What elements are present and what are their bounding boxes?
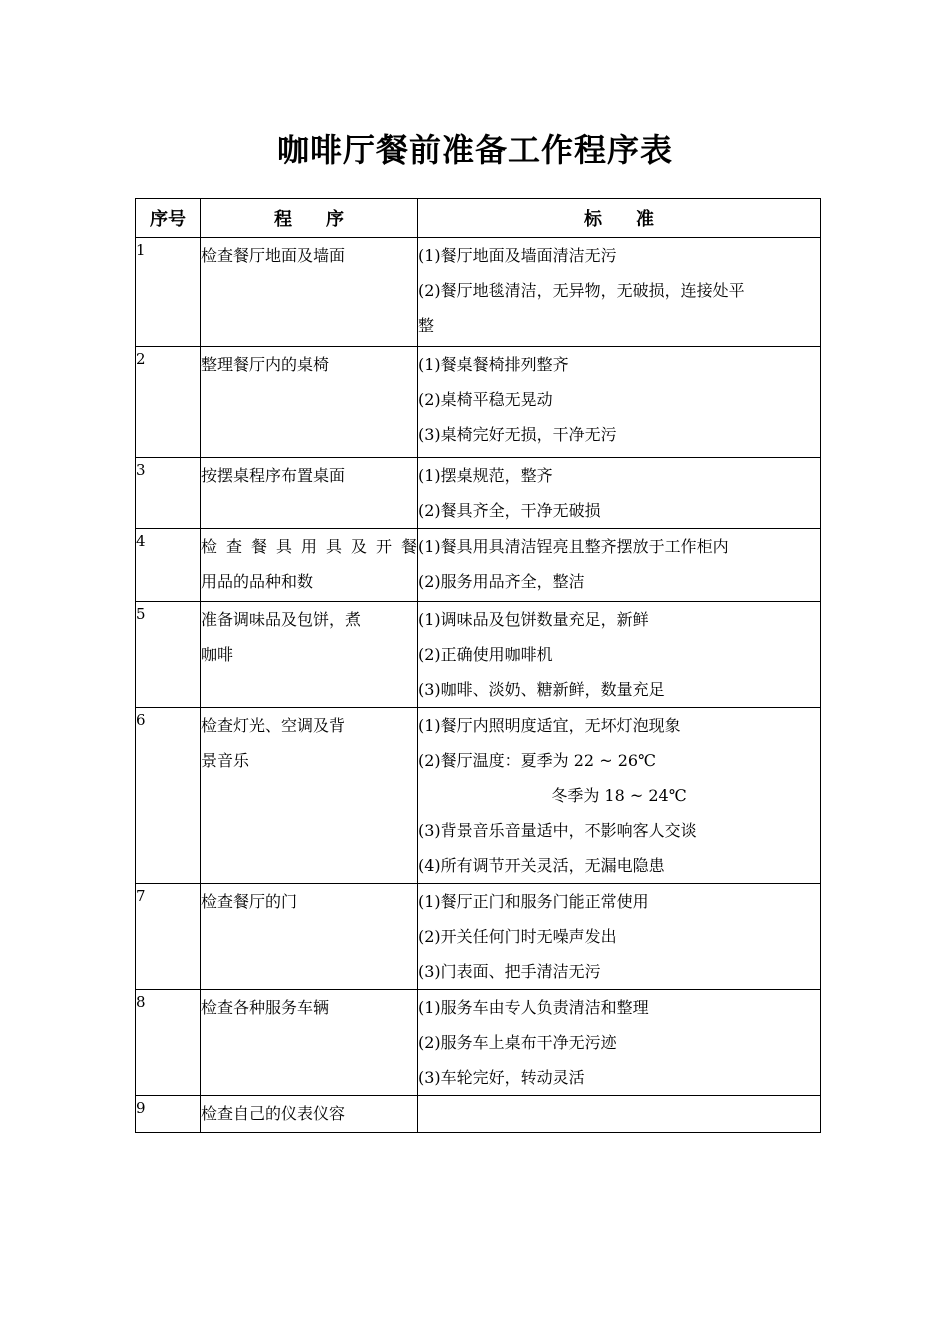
row-step [201, 347, 418, 458]
row-step [201, 1096, 418, 1133]
standard-line: (1)餐桌餐椅排列整齐 [418, 355, 569, 374]
step-line: 检查灯光、空调及背 [201, 716, 346, 735]
header-seq: 序号 [136, 199, 201, 238]
table-row [136, 602, 821, 708]
row-step [201, 238, 418, 347]
standard-line: (3)门表面、把手清洁无污 [418, 962, 601, 981]
standard-line: 整 [418, 316, 435, 335]
standard-line: (3)背景音乐音量适中，不影响客人交谈 [418, 821, 697, 840]
table-row [136, 458, 821, 529]
row-seq: 1 [136, 238, 201, 347]
standard-line: (1)摆桌规范，整齐 [418, 466, 553, 485]
row-standard [418, 1096, 821, 1133]
row-standard [418, 884, 821, 990]
standard-line: (1)餐厅正门和服务门能正常使用 [418, 892, 649, 911]
step-line: 整理餐厅内的桌椅 [201, 355, 330, 374]
row-standard [418, 990, 821, 1096]
step-line: 检查餐厅地面及墙面 [201, 246, 346, 265]
step-line: 用品的品种和数 [201, 572, 314, 591]
table-row [136, 708, 821, 884]
standard-line: (1)服务车由专人负责清洁和整理 [418, 998, 649, 1017]
table-row [136, 238, 821, 347]
row-standard [418, 602, 821, 708]
standard-line: (3)咖啡、淡奶、糖新鲜，数量充足 [418, 680, 665, 699]
standard-line: (1)餐厅内照明度适宜，无坏灯泡现象 [418, 716, 681, 735]
row-standard [418, 347, 821, 458]
standard-line: (4)所有调节开关灵活，无漏电隐患 [418, 856, 665, 875]
header-procedure [201, 199, 418, 238]
header-procedure-a: 程 [274, 209, 292, 230]
row-seq: 9 [136, 1096, 201, 1133]
row-seq: 3 [136, 458, 201, 529]
standard-line: (2)餐具齐全，干净无破损 [418, 501, 601, 520]
row-standard [418, 238, 821, 347]
step-line: 按摆桌程序布置桌面 [201, 466, 346, 485]
standard-line: (2)餐厅地毯清洁，无异物，无破损，连接处平 [418, 281, 745, 300]
standard-line: (2)餐厅温度：夏季为 22 ~ 26℃ [418, 751, 656, 770]
standard-line: (2)桌椅平稳无晃动 [418, 390, 553, 409]
table-header-row [136, 199, 821, 238]
standard-line: (3)桌椅完好无损，干净无污 [418, 425, 617, 444]
row-step [201, 529, 418, 602]
header-standard-b: 准 [636, 209, 654, 230]
row-standard [418, 529, 821, 602]
table-row [136, 1096, 821, 1133]
row-step [201, 884, 418, 990]
table-row [136, 990, 821, 1096]
standard-line: (2)正确使用咖啡机 [418, 645, 553, 664]
row-seq: 6 [136, 708, 201, 884]
row-step [201, 990, 418, 1096]
standard-line: (1)餐具用具清洁锃亮且整齐摆放于工作柜内 [418, 537, 729, 556]
row-step [201, 602, 418, 708]
row-step [201, 458, 418, 529]
row-seq: 2 [136, 347, 201, 458]
page-title: 咖啡厅餐前准备工作程序表 [276, 131, 673, 169]
row-standard [418, 458, 821, 529]
standard-line: (1)调味品及包饼数量充足，新鲜 [418, 610, 649, 629]
step-line: 检查餐厅的门 [201, 892, 298, 911]
header-procedure-b: 序 [326, 209, 344, 230]
table-row [136, 884, 821, 990]
table-row [136, 347, 821, 458]
row-standard [418, 708, 821, 884]
standard-line: (2)开关任何门时无噪声发出 [418, 927, 617, 946]
row-seq: 5 [136, 602, 201, 708]
standard-line: 冬季为 18 ~ 24℃ [551, 786, 687, 805]
step-line: 检查各种服务车辆 [201, 998, 330, 1017]
step-line: 景音乐 [201, 751, 250, 770]
standard-line: (1)餐厅地面及墙面清洁无污 [418, 246, 617, 265]
step-line: 咖啡 [201, 645, 234, 664]
standard-line: (3)车轮完好，转动灵活 [418, 1068, 585, 1087]
step-line: 检查餐具用具及开餐 [201, 537, 417, 556]
row-step [201, 708, 418, 884]
table-row [136, 529, 821, 602]
step-line: 检查自己的仪表仪容 [201, 1104, 346, 1123]
header-standard-a: 标 [584, 209, 602, 230]
row-seq: 8 [136, 990, 201, 1096]
standard-line: (2)服务车上桌布干净无污迹 [418, 1033, 617, 1052]
step-line: 准备调味品及包饼，煮 [201, 610, 362, 629]
row-seq: 4 [136, 529, 201, 602]
header-standard [418, 199, 821, 238]
row-seq: 7 [136, 884, 201, 990]
standard-line: (2)服务用品齐全，整洁 [418, 572, 585, 591]
procedure-table [135, 198, 821, 1133]
